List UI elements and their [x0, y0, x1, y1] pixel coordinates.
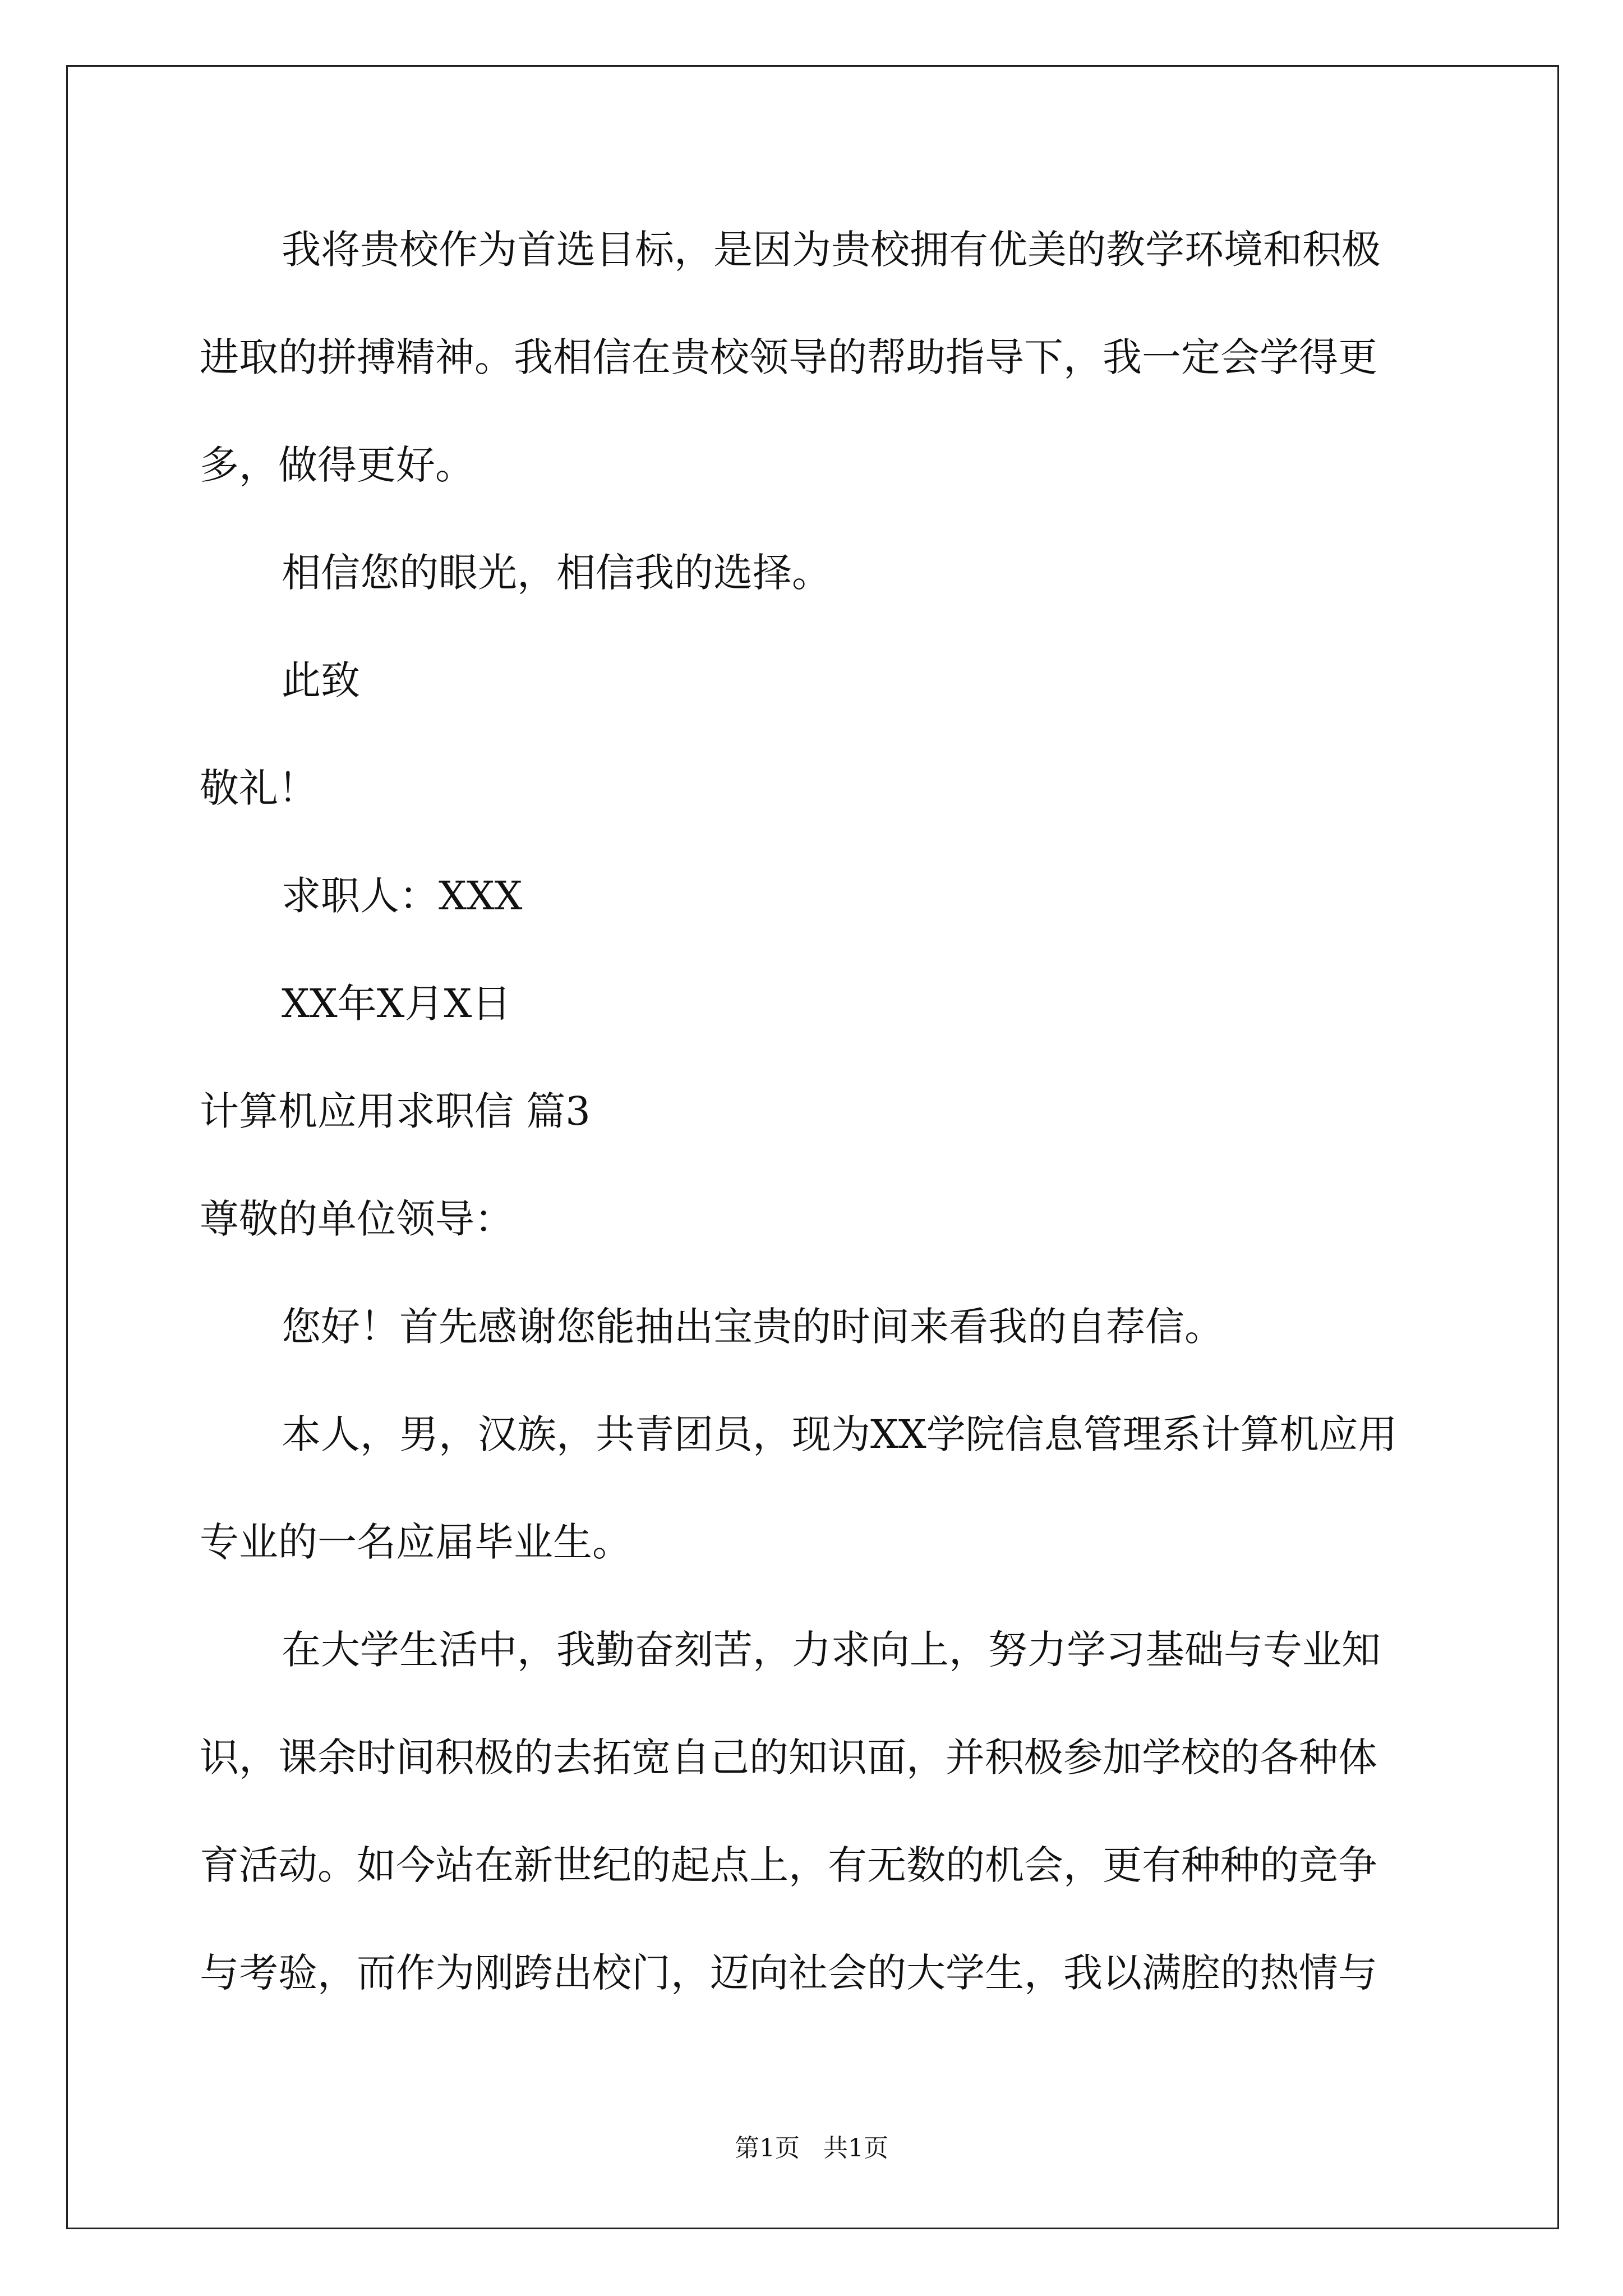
- page-footer: 第1页 共1页: [735, 2134, 888, 2162]
- text-line: 相信您的眼光，相信我的选择。: [282, 550, 831, 596]
- signature-line: 求职人：XXX: [282, 873, 523, 919]
- closing-line: 此致: [282, 657, 360, 703]
- text-line: 进取的拼搏精神。我相信在贵校领导的帮助指导下，我一定会学得更: [200, 334, 1377, 380]
- text-line: 多，做得更好。: [200, 442, 474, 488]
- page-border: [66, 65, 1559, 2229]
- text-line: 您好！首先感谢您能抽出宝贵的时间来看我的自荐信。: [282, 1304, 1224, 1350]
- date-line: XX年X月X日: [282, 981, 511, 1027]
- greeting-line: 尊敬的单位领导：: [200, 1196, 514, 1242]
- section-heading: 计算机应用求职信 篇3: [200, 1088, 591, 1134]
- text-line: 本人，男，汉族，共青团员，现为XX学院信息管理系计算机应用: [282, 1411, 1398, 1457]
- text-line: 我将贵校作为首选目标，是因为贵校拥有优美的教学环境和积极: [282, 227, 1381, 273]
- text-line: 识，课余时间积极的去拓宽自己的知识面，并积极参加学校的各种体: [200, 1734, 1377, 1780]
- text-line: 与考验，而作为刚跨出校门，迈向社会的大学生，我以满腔的热情与: [200, 1950, 1377, 1996]
- text-line: 专业的一名应届毕业生。: [200, 1519, 631, 1565]
- text-line: 在大学生活中，我勤奋刻苦，力求向上，努力学习基础与专业知: [282, 1627, 1381, 1673]
- salutation-line: 敬礼！: [200, 765, 317, 811]
- text-line: 育活动。如今站在新世纪的起点上，有无数的机会，更有种种的竞争: [200, 1842, 1377, 1888]
